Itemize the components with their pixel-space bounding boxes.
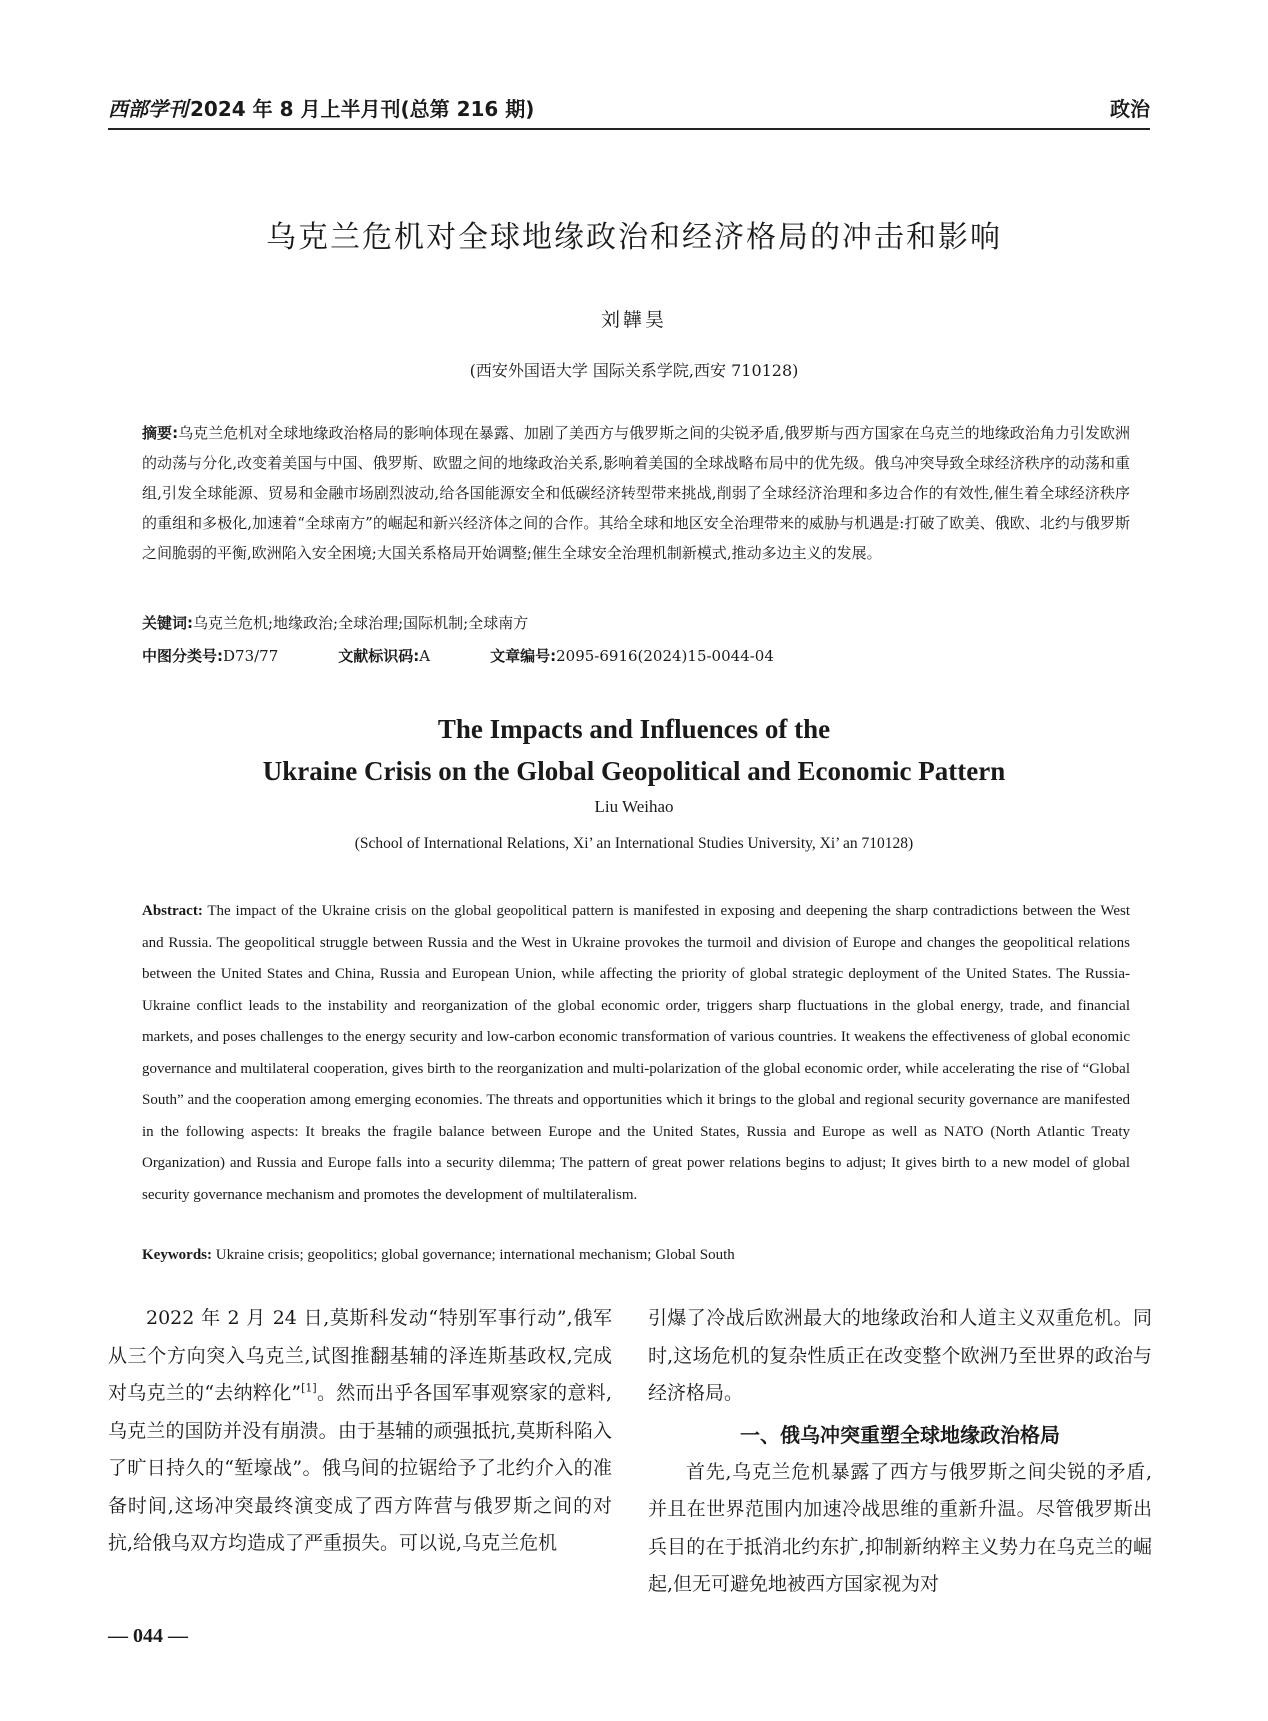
clc-number — [142, 645, 278, 666]
keywords-en-label: Keywords: — [142, 1247, 212, 1263]
keywords-cn-label: 关键词: — [142, 614, 193, 632]
title-en — [0, 708, 1268, 792]
body-column-left — [108, 1300, 612, 1604]
keywords-en-text: Ukraine crisis; geopolitics; global governance; international mechanism; Global South — [215, 1247, 735, 1263]
keywords-cn-text: 乌克兰危机;地缘政治;全球治理;国际机制;全球南方 — [193, 614, 529, 632]
page-header — [108, 88, 1150, 130]
keywords-cn — [142, 612, 1130, 633]
affiliation-cn: (西安外国语大学 国际关系学院,西安 710128) — [469, 361, 799, 380]
abstract-cn-text: 乌克兰危机对全球地缘政治格局的影响体现在暴露、加剧了美西方与俄罗斯之间的尖锐矛盾,俄罗斯与西方国家在乌克兰的地缘政治角力引发欧洲的动荡与分化,改变着美国与中国、俄罗斯、欧盟之间的地缘政治关系,影响着美国的全球战略布局中的优先级。俄乌冲突导致全球经济秩序的动荡和重组,引发全球能源、贸易和金融市场剧烈波动,给各国能源安全和低碳经济转型带来挑战,削弱了全球经济治理和多边合作的有效性,催生着全球经济秩序的重组和多极化,加速着“全球南方”的崛起和新兴经济体之间的合作。其给全球和地区安全治理带来的威胁与机遇是:打破了欧美、俄欧、北约与俄罗斯之间脆弱的平衡,欧洲陷入安全困境;大国关系格局开始调整;催生全球安全治理机制新模式,推动多边主义的发展。 — [142, 424, 1131, 562]
author-cn: 刘韡昊 — [600, 309, 667, 331]
doc-value: A — [419, 647, 431, 665]
article-label: 文章编号: — [490, 647, 557, 665]
abstract-en-text: The impact of the Ukraine crisis on the global geopolitical pattern is manifested in exposing and deepening the sharp contradictions between the West and Russia. The geopolitical struggle between Russia and the West in Ukraine provokes the turmoil and division of Europe and changes the geopolitical relations between the United States and China, Russia and European Union, while affecting the priority of global strategic deployment of the United States. The Russia-Ukraine conflict leads to the instability and reorganization of the global economic order, triggers sharp fluctuations in the global energy, trade, and financial markets, and poses challenges to the energy security and low-carbon economic transformation of various countries. It weakens the effectiveness of global economic governance and multilateral cooperation, gives birth to the reorganization and multi-polarization of the global economic order, while accelerating the rise of “Global South” and the cooperation among emerging economies. The threats and opportunities which it brings to the global and regional security governance are manifested in the following aspects: It breaks the fragile balance between Europe and the United States, Russia and Europe as well as NATO (North Atlantic Treaty Organization) and Russia and Europe falls into a security dilemma; The pattern of great power relations begins to adjust; It gives birth to a new model of global security governance mechanism and promotes the development of multilateralism. — [142, 903, 1130, 1203]
issue-text: 2024 年 8 月上半月刊(总第 216 期) — [190, 97, 535, 121]
title-cn: 乌克兰危机对全球地缘政治和经济格局的冲击和影响 — [266, 220, 1002, 255]
section-heading: 一、俄乌冲突重塑全球地缘政治格局 — [740, 1422, 1060, 1447]
abstract-cn-label: 摘要: — [142, 424, 179, 442]
abstract-cn — [142, 418, 1130, 568]
abstract-en — [142, 896, 1130, 1211]
para1-part-b: 。然而出乎各国军事观察家的意料,乌克兰的国防并没有崩溃。由于基辅的顽强抵抗,莫斯科陷入了旷日持久的“堑壕战”。俄乌间的拉锯给予了北约介入的准备时间,这场冲突最终演变成了西方阵营与俄罗斯之间的对抗,给俄乌双方均造成了严重损失。可以说,乌克兰危机 — [108, 1382, 612, 1554]
keywords-en — [142, 1247, 1130, 1264]
doc-code — [338, 645, 430, 666]
classification-meta — [142, 645, 834, 666]
author-en: Liu Weihao — [594, 797, 674, 816]
page-number: — 044 — — [108, 1625, 188, 1647]
section-tag: 政治 — [1110, 97, 1150, 121]
title-en-line1: The Impacts and Influences of the — [437, 714, 831, 744]
citation-ref: [1] — [301, 1381, 317, 1395]
affiliation-en: (School of International Relations, Xi’ an International Studies University, Xi’ an 710128) — [354, 835, 914, 852]
body-paragraph-continued: 引爆了冷战后欧洲最大的地缘政治和人道主义双重危机。同时,这场危机的复杂性质正在改变整个欧洲乃至世界的政治与经济格局。 — [648, 1307, 1152, 1404]
body-paragraph — [108, 1300, 612, 1563]
title-en-line2: Ukraine Crisis on the Global Geopolitical and Economic Pattern — [262, 756, 1006, 786]
article-number — [490, 645, 774, 666]
clc-value: D73/77 — [223, 647, 279, 665]
body-paragraph: 首先,乌克兰危机暴露了西方与俄罗斯之间尖锐的矛盾,并且在世界范围内加速冷战思维的重新升温。尽管俄罗斯出兵目的在于抵消北约东扩,抑制新纳粹主义势力在乌克兰的崛起,但无可避免地被西方国家视为对 — [648, 1460, 1152, 1595]
para1-part-a: 2022 年 2 月 24 日,莫斯科发动“特别军事行动”,俄军从三个方向突入乌克兰,试图推翻基辅的泽连斯基政权,完成对乌克兰的“去纳粹化” — [108, 1307, 612, 1404]
body-column-right — [648, 1300, 1152, 1604]
abstract-en-label: Abstract: — [142, 903, 203, 919]
clc-label: 中图分类号: — [142, 647, 223, 665]
body-text — [108, 1300, 1152, 1604]
article-value: 2095-6916(2024)15-0044-04 — [556, 647, 774, 665]
journal-issue — [108, 93, 534, 122]
journal-logo: 西部学刊 — [108, 97, 188, 121]
doc-label: 文献标识码: — [338, 647, 420, 665]
